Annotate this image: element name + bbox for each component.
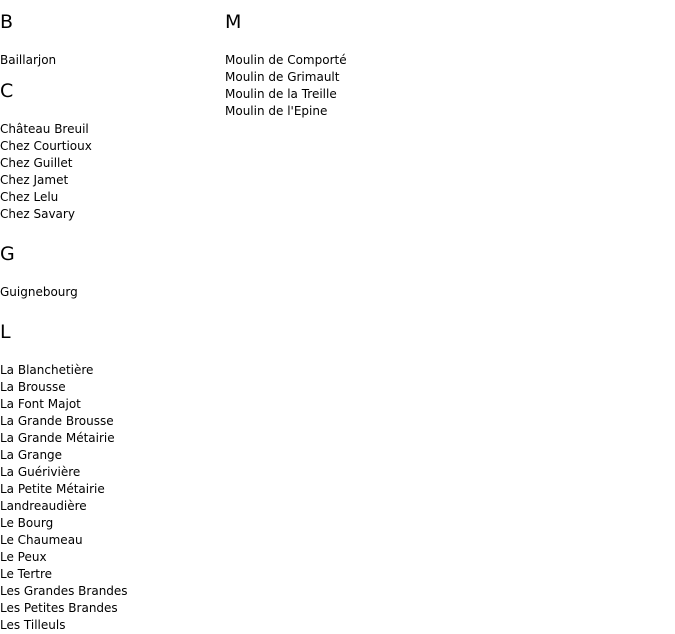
list-item: Moulin de Grimault xyxy=(225,70,340,84)
left-column xyxy=(0,0,220,634)
list-item: Chez Guillet xyxy=(0,156,73,170)
list-item: La Grange xyxy=(0,448,63,462)
group-letter: G xyxy=(0,243,15,265)
list-item: La Grande Métairie xyxy=(0,431,115,445)
list-item: Le Tertre xyxy=(0,567,53,581)
letter-group-c xyxy=(0,80,220,223)
group-letter: C xyxy=(0,80,14,102)
list-item: Les Petites Brandes xyxy=(0,601,118,615)
list-item: Chez Courtioux xyxy=(0,139,92,153)
list-item: La Grande Brousse xyxy=(0,414,114,428)
place-list xyxy=(0,284,220,301)
list-item: Le Bourg xyxy=(0,516,54,530)
group-letter: B xyxy=(0,11,14,33)
list-item: Les Grandes Brandes xyxy=(0,584,128,598)
letter-group-l xyxy=(0,321,220,634)
list-item: Guignebourg xyxy=(0,285,78,299)
letter-group-b xyxy=(0,11,220,69)
list-item: Les Tilleuls xyxy=(0,618,66,632)
list-item: Château Breuil xyxy=(0,122,89,136)
list-item: Chez Lelu xyxy=(0,190,59,204)
place-list xyxy=(225,52,445,120)
place-list xyxy=(0,362,220,634)
group-letter: M xyxy=(225,11,242,33)
list-item: La Guérivière xyxy=(0,465,81,479)
list-item: La Blanchetière xyxy=(0,363,94,377)
list-item: Moulin de la Treille xyxy=(225,87,337,101)
list-item: Moulin de Comporté xyxy=(225,53,347,67)
list-item: La Brousse xyxy=(0,380,66,394)
list-item: La Petite Métairie xyxy=(0,482,105,496)
letter-group-m xyxy=(225,11,445,120)
list-item: Chez Jamet xyxy=(0,173,69,187)
letter-group-g xyxy=(0,243,220,301)
group-letter: L xyxy=(0,321,11,343)
list-item: Moulin de l'Epine xyxy=(225,104,328,118)
place-list xyxy=(0,121,220,223)
list-item: La Font Majot xyxy=(0,397,81,411)
list-item: Baillarjon xyxy=(0,53,57,67)
right-column xyxy=(225,0,445,120)
list-item: Chez Savary xyxy=(0,207,75,221)
list-item: Landreaudière xyxy=(0,499,87,513)
place-list xyxy=(0,52,220,69)
list-item: Le Peux xyxy=(0,550,47,564)
list-item: Le Chaumeau xyxy=(0,533,83,547)
